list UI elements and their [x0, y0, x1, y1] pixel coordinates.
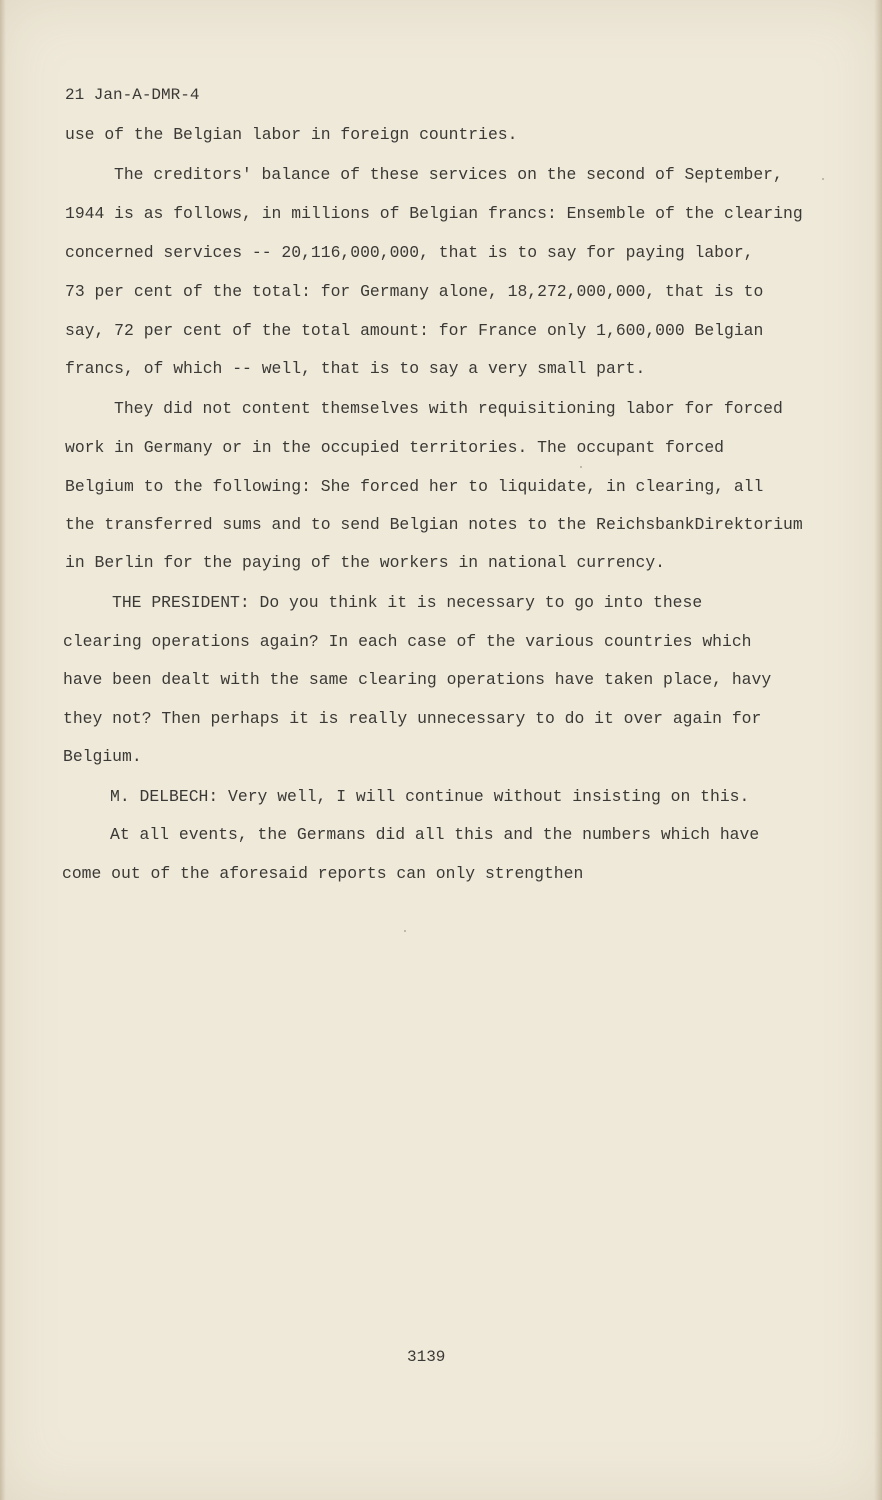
paper-speck [404, 930, 406, 932]
body-line-3: 1944 is as follows, in millions of Belgian francs: Ensemble of the clearing [65, 204, 803, 223]
paper-speck [822, 178, 824, 180]
document-reference-header: 21 Jan-A-DMR-4 [65, 86, 200, 104]
body-line-15: have been dealt with the same clearing operations have taken place, havy [63, 670, 772, 689]
body-line-12: in Berlin for the paying of the workers in national currency. [65, 553, 665, 572]
body-line-18: M. DELBECH: Very well, I will continue without insisting on this. [110, 787, 750, 806]
body-line-8: They did not content themselves with requisitioning labor for forced [114, 399, 783, 418]
body-line-19: At all events, the Germans did all this and the numbers which have [110, 825, 760, 844]
body-line-9: work in Germany or in the occupied territories. The occupant forced [65, 438, 725, 457]
body-line-6: say, 72 per cent of the total amount: for France only 1,600,000 Belgian [65, 321, 764, 340]
body-line-13: THE PRESIDENT: Do you think it is necessary to go into these [112, 593, 703, 612]
body-line-14: clearing operations again? In each case of the various countries which [63, 632, 752, 651]
body-line-1: use of the Belgian labor in foreign countries. [65, 125, 518, 144]
body-line-16: they not? Then perhaps it is really unnecessary to do it over again for [63, 709, 762, 728]
body-line-11: the transferred sums and to send Belgian notes to the ReichsbankDirektorium [65, 515, 803, 534]
body-line-7: francs, of which -- well, that is to say a very small part. [65, 359, 646, 378]
body-line-2: The creditors' balance of these services on the second of September, [114, 165, 783, 184]
page-edge-left [0, 0, 6, 1500]
body-line-17: Belgium. [63, 747, 142, 766]
page-edge-right [874, 0, 882, 1500]
body-line-10: Belgium to the following: She forced her to liquidate, in clearing, all [65, 477, 764, 496]
body-line-5: 73 per cent of the total: for Germany alone, 18,272,000,000, that is to [65, 282, 764, 301]
paper-speck [580, 466, 582, 468]
body-line-4: concerned services -- 20,116,000,000, that is to say for paying labor, [65, 243, 754, 262]
page-number: 3139 [407, 1348, 446, 1366]
body-line-20: come out of the aforesaid reports can only strengthen [62, 864, 584, 883]
